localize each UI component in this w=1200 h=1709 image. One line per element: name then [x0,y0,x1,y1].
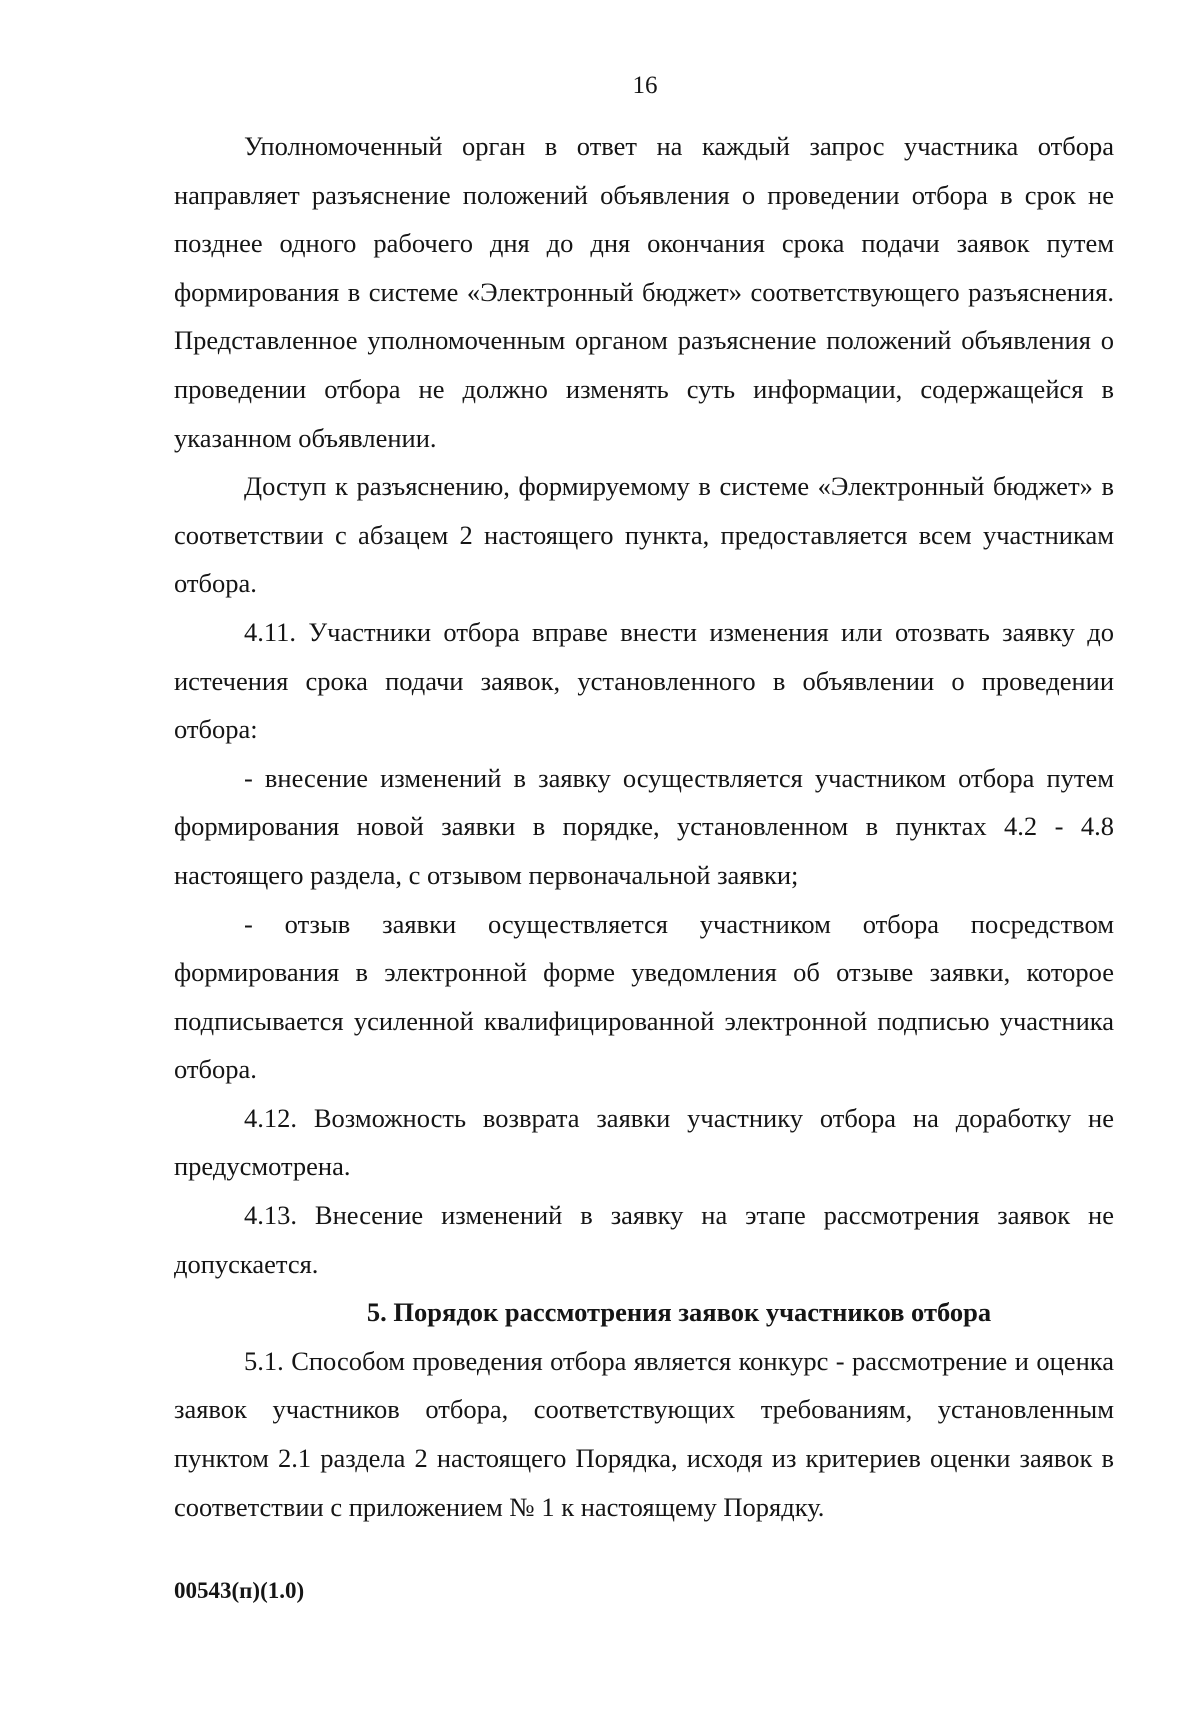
paragraph-5-1: 5.1. Способом проведения отбора является конкурс - рассмотрение и оценка заявок участников отбора, соответствующих требованиям, установленным пунктом 2.1 раздела 2 настоящего Порядка, исходя из критериев оценки заявок в соответствии с приложением № 1 к настоящему Порядку. [174,1345,1114,1522]
paragraph-access: Доступ к разъяснению, формируемому в системе «Электронный бюджет» в соответствии с абзацем 2 настоящего пункта, предоставляется всем участникам отбора. [174,471,1114,599]
paragraph-4-11-changes: - внесение изменений в заявку осуществляется участником отбора путем формирования новой заявки в порядке, установленном в пунктах 4.2 - 4.8 настоящего раздела, с отзывом первоначальной заявки; [174,762,1114,890]
section-heading: 5. Порядок рассмотрения заявок участников отбора [366,1297,992,1328]
paragraph-4-13: 4.13. Внесение изменений в заявку на этапе рассмотрения заявок не допускается. [174,1200,1114,1279]
page-number: 16 [632,72,658,99]
paragraph-4-12: 4.12. Возможность возврата заявки участнику отбора на доработку не предусмотрена. [174,1102,1114,1182]
document-body [174,122,1114,1531]
paragraph-clarification: Уполномоченный орган в ответ на каждый запрос участника отбора направляет разъяснение положений объявления о проведении отбора в срок не позднее одного рабочего дня до дня окончания срока подачи заявок путем формирования в системе «Электронный бюджет» соответствующего разъяснения. Представленное уполномоченным органом разъяснение положений объявления о проведении отбора не должно изменять суть информации, содержащейся в указанном объявлении. [174,131,1114,453]
paragraph-4-11-withdrawal: - отзыв заявки осуществляется участником отбора посредством формирования в электронной форме уведомления об отзыве заявки, которое подписывается усиленной квалифицированной электронной подписью участника отбора. [174,908,1114,1085]
document-code: 00543(п)(1.0) [174,1578,305,1603]
paragraph-4-11: 4.11. Участники отбора вправе внести изменения или отозвать заявку до истечения срока подачи заявок, установленного в объявлении о проведении отбора: [174,616,1114,745]
